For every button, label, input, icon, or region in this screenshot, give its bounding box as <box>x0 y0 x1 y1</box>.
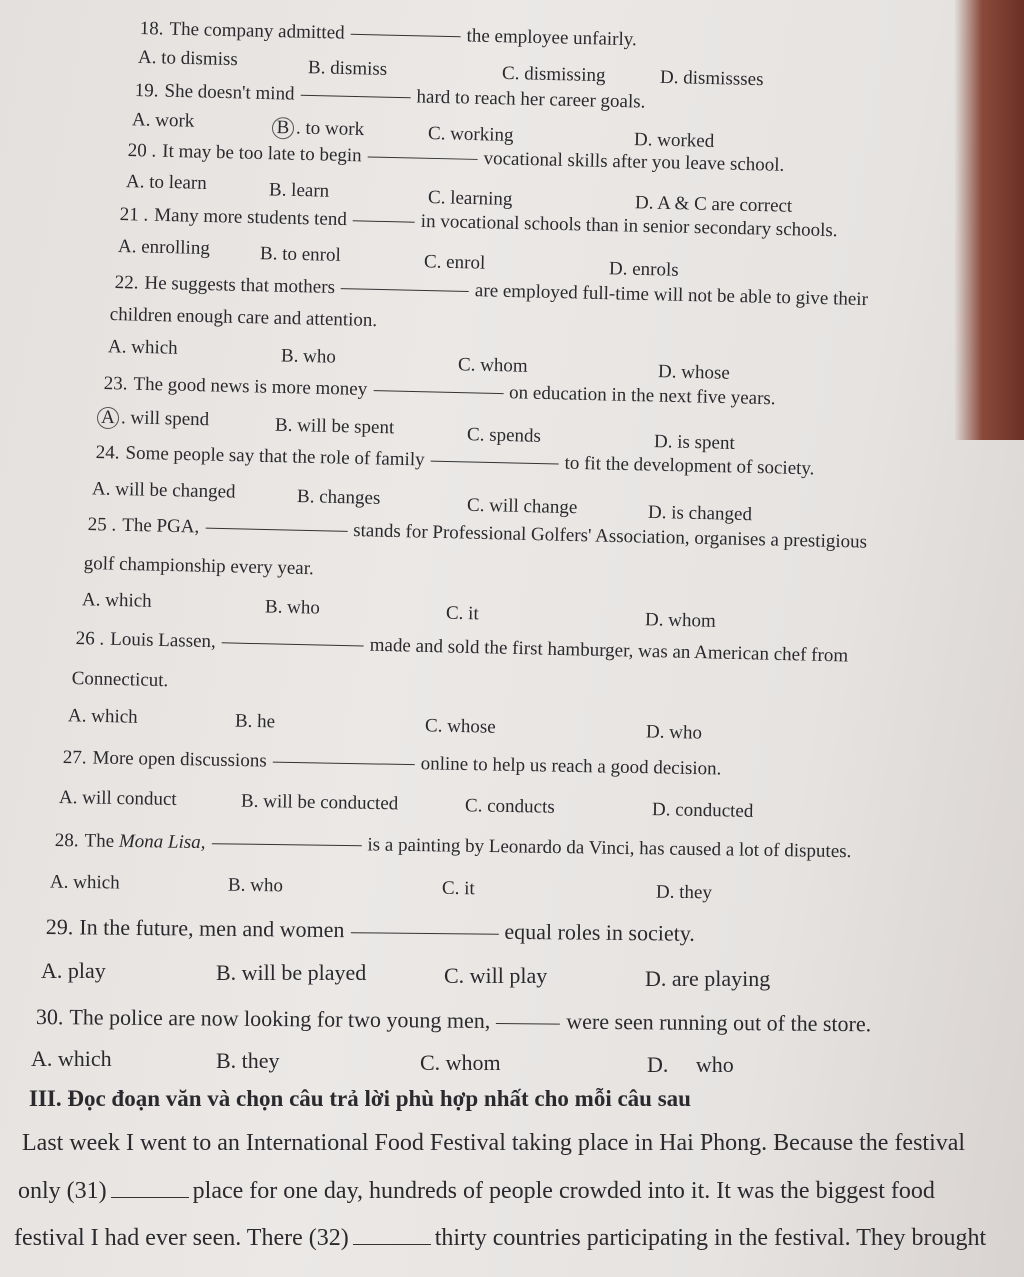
option-d[interactable]: D. who <box>647 1052 734 1077</box>
option-d[interactable]: D. worked <box>633 129 715 152</box>
question-text-before: The PGA, <box>122 514 200 538</box>
question-text-after: made and sold the first hamburger, was an American chef from <box>369 634 849 667</box>
option-b[interactable]: B. changes <box>296 486 381 509</box>
option-a[interactable]: A. which <box>31 1046 112 1071</box>
option-b[interactable]: B. who <box>264 596 321 619</box>
answer-blank[interactable] <box>351 34 461 37</box>
option-b[interactable]: B. will be spent <box>274 414 395 439</box>
question-text-after: were seen running out of the store. <box>566 1008 872 1037</box>
passage-text: festival I had ever seen. There (32) <box>14 1225 349 1251</box>
option-c[interactable]: C. whom <box>420 1050 501 1075</box>
question-number: 21 . <box>119 204 149 226</box>
question-text-after: hard to reach her career goals. <box>416 86 646 113</box>
question-text-after: vocational skills after you leave school. <box>483 148 785 176</box>
question-text-after: the employee unfairly. <box>466 25 638 51</box>
option-b[interactable]: B. who <box>227 874 284 897</box>
answer-blank[interactable] <box>431 461 559 465</box>
option-c[interactable]: C. dismissing <box>501 62 606 87</box>
question-text-after: to fit the development of society. <box>564 452 815 480</box>
answer-blank-32[interactable] <box>353 1244 431 1245</box>
answer-blank[interactable] <box>301 95 411 98</box>
option-b-text: . to work <box>295 117 365 141</box>
option-b[interactable]: B. dismiss <box>307 57 388 80</box>
question-text-after: equal roles in society. <box>504 918 696 946</box>
answer-blank[interactable] <box>205 528 347 532</box>
question-number: 27. <box>62 747 87 769</box>
option-d[interactable]: D. they <box>655 881 713 904</box>
option-b[interactable]: B. they <box>216 1048 280 1073</box>
question-text-after: online to help us reach a good decision. <box>420 753 722 780</box>
answer-blank[interactable] <box>368 156 478 159</box>
question-text-before: More open discussions <box>92 747 267 772</box>
question-number: 19. <box>134 80 159 102</box>
question-text-before: The <box>84 830 115 852</box>
option-d[interactable]: D. dismissses <box>659 66 764 91</box>
question-text-before: It may be too late to begin <box>162 140 362 167</box>
option-a[interactable]: A. which <box>81 589 152 612</box>
question-number: 28. <box>54 830 79 852</box>
option-d[interactable]: D. whose <box>657 361 731 384</box>
option-a[interactable]: A. will conduct <box>58 786 177 811</box>
answer-blank[interactable] <box>211 843 361 846</box>
option-b[interactable]: B. will be played <box>216 960 367 985</box>
answer-blank[interactable] <box>496 1023 560 1025</box>
option-a[interactable]: A. work <box>131 109 195 132</box>
question-number: 20 . <box>127 140 157 162</box>
option-a[interactable]: A. which <box>67 705 138 728</box>
question-number: 25 . <box>87 514 117 536</box>
question-text-after: is a painting by Leonardo da Vinci, has caused a lot of disputes. <box>367 834 852 863</box>
question-number: 18. <box>139 18 164 40</box>
question-number: 22. <box>114 272 139 294</box>
question-text-before: The company admitted <box>169 18 345 44</box>
painting-title: Mona Lisa, <box>118 830 206 854</box>
question-text-after: in vocational schools than in senior secondary schools. <box>420 210 838 242</box>
question-29 <box>46 914 695 947</box>
passage-line-1: Last week I went to an International Food Festival taking place in Hai Phong. Because the festival <box>22 1130 966 1156</box>
option-d[interactable]: D. A & C are correct <box>634 192 793 217</box>
option-b[interactable]: B. who <box>280 345 337 368</box>
question-26 <box>76 628 849 668</box>
answer-blank[interactable] <box>350 932 498 935</box>
option-c[interactable]: C. learning <box>427 187 513 210</box>
option-b[interactable]: B. learn <box>268 179 330 202</box>
option-c[interactable]: C. conducts <box>464 795 555 818</box>
option-c[interactable]: C. will play <box>444 963 548 988</box>
passage-text: thirty countries participating in the festival. They brought <box>434 1225 987 1251</box>
option-d[interactable]: D. enrols <box>608 258 679 281</box>
question-text-before: Some people say that the role of family <box>125 442 425 471</box>
passage-line-2 <box>18 1178 935 1205</box>
passage-text: place for one day, hundreds of people crowded into it. It was the biggest food <box>192 1178 935 1204</box>
passage-line-3 <box>14 1225 986 1252</box>
option-c[interactable]: C. working <box>427 123 514 146</box>
option-b[interactable]: B. he <box>234 710 276 733</box>
question-text-after: on education in the next five years. <box>508 382 776 410</box>
question-text-before: Many more students tend <box>154 204 348 231</box>
option-c[interactable]: C. it <box>441 877 475 900</box>
option-b[interactable]: B. will be conducted <box>240 790 399 815</box>
option-a[interactable]: A. which <box>49 871 120 894</box>
question-text-before: She doesn't mind <box>164 80 295 105</box>
question-18 <box>140 18 638 51</box>
option-a[interactable]: A. play <box>41 958 106 983</box>
option-c[interactable]: C. whose <box>424 715 496 738</box>
question-text-before: In the future, men and women <box>79 914 345 943</box>
question-number: 23. <box>103 373 128 395</box>
question-22 <box>115 272 869 311</box>
question-text-before: The good news is more money <box>133 373 368 400</box>
option-d[interactable]: D. are playing <box>645 966 771 991</box>
option-a-text: . will spend <box>120 407 210 431</box>
option-a[interactable]: A. enrolling <box>117 235 211 260</box>
question-22-continuation: children enough care and attention. <box>109 304 378 332</box>
question-text-before: He suggests that mothers <box>144 272 336 298</box>
option-c[interactable]: C. it <box>445 602 479 625</box>
option-c[interactable]: C. enrol <box>423 251 486 274</box>
question-text-after: are employed full-time will not be able to give their <box>474 280 869 311</box>
question-number: 26 . <box>75 628 105 650</box>
answer-blank[interactable] <box>373 390 503 394</box>
question-text-after: stands for Professional Golfers' Association, organises a prestigious <box>353 520 868 553</box>
option-c[interactable]: C. spends <box>466 424 542 447</box>
question-27 <box>63 747 722 780</box>
question-26-continuation: Connecticut. <box>71 668 169 692</box>
option-a[interactable]: A. which <box>107 336 178 359</box>
answer-blank[interactable] <box>353 220 415 222</box>
option-d[interactable]: D. is spent <box>653 431 735 454</box>
option-a[interactable]: A. will be changed <box>91 478 236 503</box>
question-number: 24. <box>95 442 120 464</box>
answer-blank[interactable] <box>222 642 364 646</box>
question-25-continuation: golf championship every year. <box>83 553 314 580</box>
option-d[interactable]: D. is changed <box>647 501 753 526</box>
answer-blank[interactable] <box>341 288 469 292</box>
circle-mark-icon: B <box>272 117 294 139</box>
question-28 <box>55 830 852 863</box>
question-text-before: The police are now looking for two young men, <box>69 1004 491 1033</box>
option-d[interactable]: D. who <box>645 721 703 744</box>
option-a[interactable]: A. to learn <box>125 171 207 194</box>
option-a[interactable]: A. to dismiss <box>137 46 239 71</box>
option-a-circled[interactable] <box>97 407 210 432</box>
passage-text: only (31) <box>18 1178 107 1204</box>
option-c[interactable]: C. whom <box>457 354 528 377</box>
question-number: 29. <box>45 914 74 940</box>
option-d[interactable]: D. whom <box>644 609 716 632</box>
section-heading: III. Đọc đoạn văn và chọn câu trả lời phù hợp nhất cho mỗi câu sau <box>29 1086 691 1111</box>
option-d[interactable]: D. conducted <box>651 799 754 822</box>
answer-blank-31[interactable] <box>111 1197 189 1198</box>
question-text-before: Louis Lassen, <box>110 628 217 653</box>
question-30 <box>36 1004 872 1037</box>
answer-blank[interactable] <box>273 762 415 765</box>
option-b[interactable]: B. to enrol <box>259 243 341 266</box>
question-number: 30. <box>35 1004 64 1030</box>
option-b-circled[interactable] <box>272 117 365 141</box>
option-c[interactable]: C. will change <box>466 494 578 519</box>
circle-mark-icon: A <box>97 407 119 429</box>
